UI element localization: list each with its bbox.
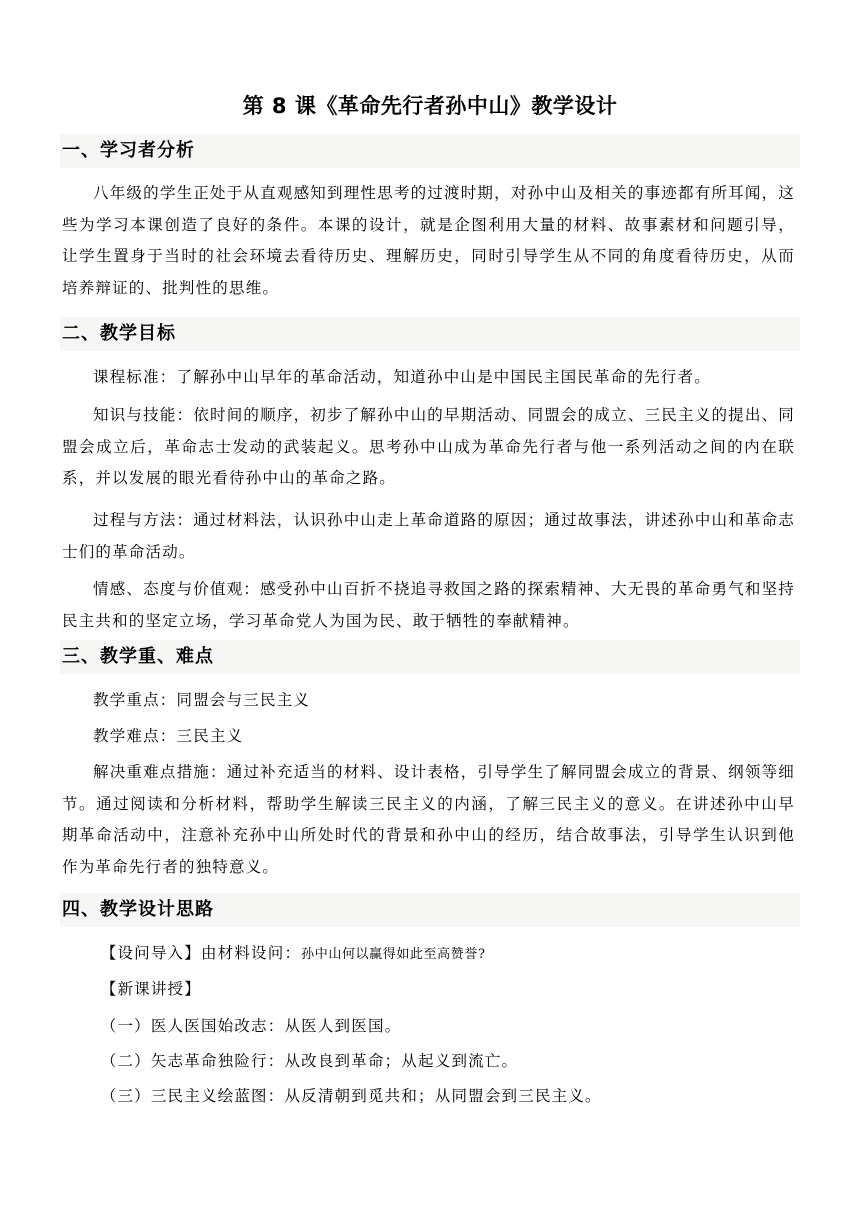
paragraph-curriculum-standard: 课程标准：了解孙中山早年的革命活动，知道孙中山是中国民主国民革命的先行者。 bbox=[93, 368, 711, 386]
paragraph-intro bbox=[62, 938, 795, 971]
document-title: 第 8 课《革命先行者孙中山》教学设计 bbox=[242, 94, 618, 118]
paragraph-solution-measures: 解决重难点措施：通过补充适当的材料、设计表格，引导学生了解同盟会成立的背景、纲领等细节。通过阅读和分析材料，帮助学生解读三民主义的内涵，了解三民主义的意义。在讲述孙中山早期革命活动中，注意补充孙中山所处时代的背景和孙中山的经历，结合故事法，引导学生认识到他作为革命先行者的独特意义。 bbox=[62, 763, 795, 876]
section-heading-teaching-goals: 二、教学目标 bbox=[60, 317, 800, 351]
paragraph-key-point: 教学重点：同盟会与三民主义 bbox=[93, 691, 311, 709]
paragraph-difficult-point: 教学难点：三民主义 bbox=[93, 727, 244, 745]
paragraph-part-three: （三）三民主义绘蓝图：从反清朝到觅共和；从同盟会到三民主义。 bbox=[100, 1087, 602, 1105]
paragraph-part-two: （二）矢志革命独险行：从改良到革命；从起义到流亡。 bbox=[100, 1052, 519, 1070]
intro-label: 【设问导入】由材料设问： bbox=[100, 944, 302, 962]
paragraph-process-methods: 过程与方法：通过材料法，认识孙中山走上革命道路的原因；通过故事法，讲述孙中山和革命志士们的革命活动。 bbox=[62, 511, 795, 561]
section-heading-design-ideas: 四、教学设计思路 bbox=[60, 893, 800, 927]
paragraph-new-lesson: 【新课讲授】 bbox=[100, 980, 201, 998]
paragraph-knowledge-skills: 知识与技能：依时间的顺序，初步了解孙中山的早期活动、同盟会的成立、三民主义的提出、同盟会成立后，革命志士发动的武装起义。思考孙中山成为革命先行者与他一系列活动之间的内在联系，并以发展的眼光看待孙中山的革命之路。 bbox=[62, 406, 795, 487]
section-heading-key-difficult-points: 三、教学重、难点 bbox=[60, 640, 800, 674]
paragraph-emotion-values: 情感、态度与价值观：感受孙中山百折不挠追寻救国之路的探索精神、大无畏的革命勇气和坚持民主共和的坚定立场，学习革命党人为国为民、敢于牺牲的奉献精神。 bbox=[62, 580, 795, 630]
paragraph-part-one: （一）医人医国始改志：从医人到医国。 bbox=[100, 1017, 402, 1035]
paragraph-learner-analysis: 八年级的学生正处于从直观感知到理性思考的过渡时期，对孙中山及相关的事迹都有所耳闻，这些为学习本课创造了良好的条件。本课的设计，就是企图利用大量的材料、故事素材和问题引导，让学生置身于当时的社会环境去看待历史、理解历史，同时引导学生从不同的角度看待历史，从而培养辩证的、批判性的思维。 bbox=[62, 184, 795, 297]
intro-question: 孙中山何以赢得如此至高赞誉? bbox=[301, 947, 486, 962]
section-heading-learner-analysis: 一、学习者分析 bbox=[60, 134, 800, 168]
